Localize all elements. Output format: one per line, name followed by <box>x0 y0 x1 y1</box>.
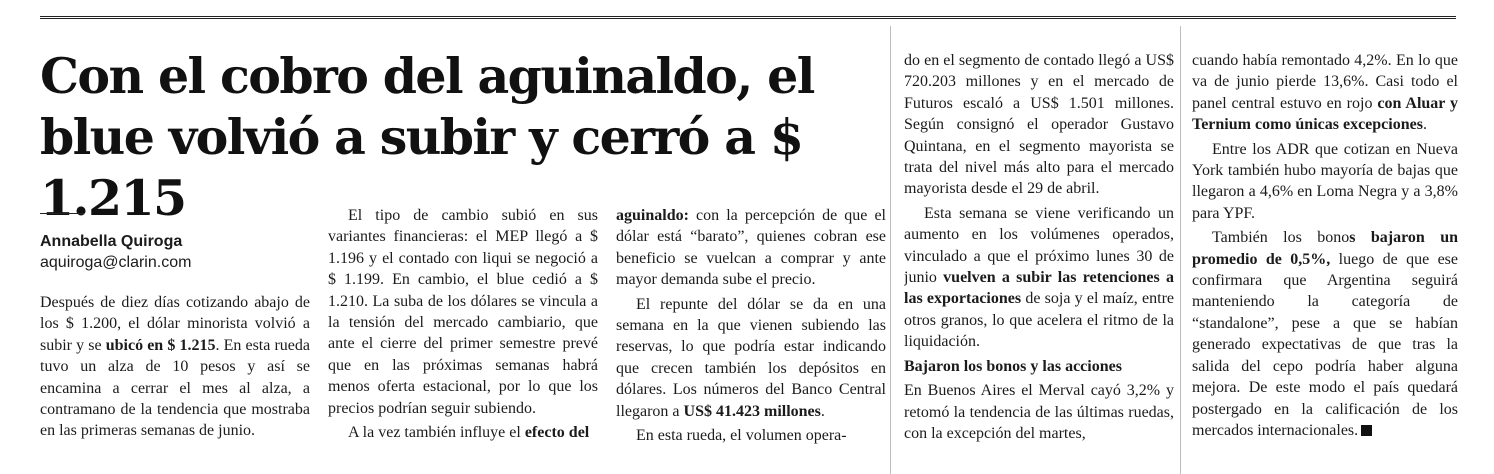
text-run: También los bono <box>1212 229 1350 247</box>
text-run: . <box>820 402 825 420</box>
byline-rule <box>40 213 84 214</box>
text-run: Después de diez días cotizando abajo de los $ 1.200, el dólar minorista volvió a subir y se <box>40 294 310 354</box>
text-run: A la vez también influye el <box>348 424 525 442</box>
paragraph <box>1192 227 1458 441</box>
bold-text-run: con Aluar y Ternium como únicas excepciones <box>1192 94 1458 134</box>
text-run: Esta semana se viene verificando un aumento en los volúmenes operados, vinculado a que el próximo lunes 30 de junio <box>904 204 1174 287</box>
article-column-2 <box>328 205 598 474</box>
paragraph: En Buenos Aires el Merval cayó 3,2% y retomó la tendencia de las últimas ruedas, con la excepción del martes, <box>904 382 1174 442</box>
subheading: Bajaron los bonos y las acciones <box>904 357 1122 375</box>
article-column-3 <box>616 205 886 474</box>
end-of-article-mark <box>1361 425 1372 436</box>
paragraph <box>904 203 1174 353</box>
article-column-5 <box>1192 50 1458 474</box>
text-run: . En esta rueda tuvo un alza de 10 pesos y así se encamina a cerrar el mes al alza, a contramano de la tendencia que mostraba en las primeras semanas de junio. <box>40 336 310 440</box>
column-divider <box>890 26 891 474</box>
text-run: con la percepción de que el dólar está “barato”, quienes cobran ese beneficio se vuelcan a comprar y ante mayor demanda sube el precio. <box>616 207 886 289</box>
text-run: luego de que ese confirmara que Argentina seguirá manteniendo la categoría de “standalone”, pese a que se habían generado expectativas de que tras la salida del cepo podría haber alguna mejora. De este modo el país quedará postergado en la calificación de los mercados internacionales. <box>1192 250 1458 439</box>
bold-text-run: US$ 41.423 millones <box>683 402 821 420</box>
bold-text-run: aguinaldo: <box>616 207 689 224</box>
paragraph <box>616 205 886 291</box>
text-run: . <box>1422 116 1427 134</box>
text-run: cuando había remontado 4,2%. En lo que va de junio pierde 13,6%. Casi todo el panel central estuvo en rojo <box>1192 52 1458 112</box>
text-run: El repunte del dólar se da en una semana en la que vienen subiendo las reservas, lo que podría estar indicando que crecen también los depósitos en dólares. Los números del Banco Central llegaron a <box>616 295 886 420</box>
byline <box>40 231 191 273</box>
bold-text-run: ubicó en $ 1.215 <box>105 336 216 354</box>
author-name: Annabella Quiroga <box>40 233 183 250</box>
bold-text-run: vuelven a subir las retenciones a las exportaciones <box>904 269 1174 308</box>
top-double-rule <box>40 16 1456 22</box>
bold-text-run: s bajaron un promedio de 0,5%, <box>1192 229 1458 268</box>
paragraph <box>1192 50 1458 136</box>
article-column-4 <box>904 50 1174 474</box>
headline: Con el cobro del aguinaldo, el blue volvió a subir y cerró a $ 1.215 <box>40 47 814 227</box>
paragraph <box>616 294 886 422</box>
article-column-1 <box>40 292 310 472</box>
author-email: aquiroga@clarin.com <box>40 254 192 271</box>
paragraph: En esta rueda, el volumen opera- <box>636 427 847 445</box>
paragraph: do en el segmento de contado llegó a US$ 720.203 millones y en el mercado de Futuros escaló a US$ 1.501 millones. Según consignó el operador Gustavo Quintana, en el segmento mayorista se trata del nivel más alto para el mercado mayorista desde el 29 de abril. <box>904 52 1174 198</box>
paragraph <box>40 292 310 442</box>
paragraph: El tipo de cambio subió en sus variantes financieras: el MEP llegó a $ 1.196 y el contado con liqui se negoció a $ 1.199. En cambio, el blue cedió a $ 1.210. La suba de los dólares se vincula a la tensión del mercado cambiario, que ante el cierre del primer semestre prevé que en las próximas semanas habrá menos oferta estacional, por lo que los precios podrían seguir subiendo. <box>328 207 598 417</box>
paragraph: Entre los ADR que cotizan en Nueva York también hubo mayoría de bajas que llegaron a 4,6% en Loma Negra y a 3,8% para YPF. <box>1192 140 1458 222</box>
text-run: de soja y el maíz, entre otros granos, lo que acelera el ritmo de la liquidación. <box>904 290 1174 351</box>
bold-text-run: efecto del <box>524 424 590 442</box>
column-divider <box>1180 26 1181 474</box>
paragraph <box>328 422 598 443</box>
